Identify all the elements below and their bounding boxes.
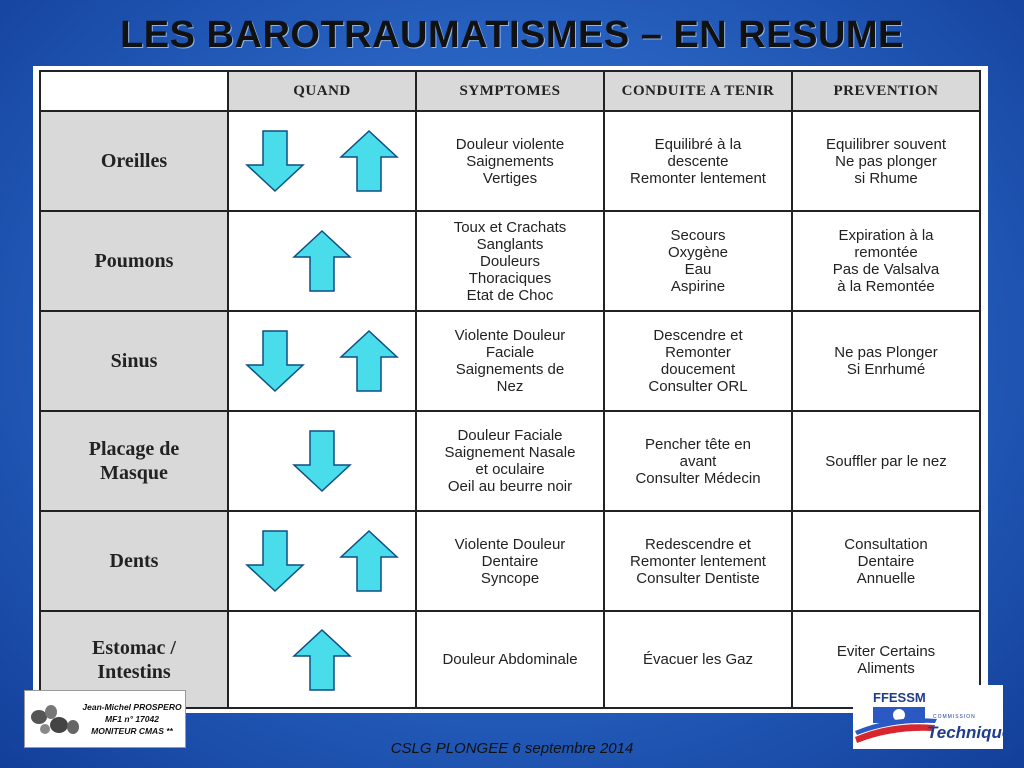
symptomes-line: Douleur Faciale xyxy=(457,427,563,444)
quand-cell xyxy=(228,411,416,511)
conduite-line: Remonter xyxy=(665,344,731,361)
conduite-cell xyxy=(604,111,792,211)
arrow-down-icon xyxy=(245,529,305,593)
table-row xyxy=(40,411,980,511)
symptomes-line: Douleurs xyxy=(479,252,541,270)
table-row xyxy=(40,211,980,311)
arrow-up-icon xyxy=(292,229,352,293)
conduite-line: Eau xyxy=(684,261,712,278)
header-blank-cell xyxy=(40,71,228,111)
symptomes-cell xyxy=(416,111,604,211)
table-row xyxy=(40,111,980,211)
prevention-line: Pas de Valsalva xyxy=(832,261,940,278)
slide-title: LES BAROTRAUMATISMES – EN RESUME xyxy=(120,14,904,56)
prevention-line: si Rhume xyxy=(854,169,918,187)
symptomes-line: Violente Douleur xyxy=(454,327,566,344)
symptomes-line: Vertiges xyxy=(482,169,538,187)
prevention-line: Ne pas plonger xyxy=(835,152,937,170)
conduite-line: Equilibré à la xyxy=(654,135,742,153)
prevention-cell xyxy=(792,211,980,311)
conduite-line: Redescendre et xyxy=(645,535,751,553)
prevention-line: Aliments xyxy=(857,659,915,677)
conduite-cell xyxy=(604,611,792,708)
conduite-line: Aspirine xyxy=(670,278,726,295)
row-header: Dents xyxy=(40,511,228,611)
conduite-line: Consulter Dentiste xyxy=(636,569,760,587)
prevention-line: à la Remontée xyxy=(837,278,935,295)
prevention-line: Ne pas Plonger xyxy=(834,344,938,361)
symptomes-line: Violente Douleur xyxy=(454,535,566,553)
symptomes-line: Douleur Abdominale xyxy=(442,651,578,668)
conduite-line: Descendre et xyxy=(653,327,743,344)
prevention-line: Si Enrhumé xyxy=(846,361,926,378)
footer-text: CSLG PLONGEE 6 septembre 2014 xyxy=(390,740,634,757)
conduite-cell xyxy=(604,511,792,611)
conduite-cell xyxy=(604,411,792,511)
table-row xyxy=(40,511,980,611)
conduite-line: Consulter Médecin xyxy=(635,469,761,487)
symptomes-cell xyxy=(416,511,604,611)
header-quand: QUAND xyxy=(228,71,416,111)
instructor-rank: MONITEUR CMAS ** xyxy=(91,726,173,736)
symptomes-line: Saignements de xyxy=(455,361,565,378)
conduite-line: avant xyxy=(679,452,717,470)
instructor-id: MF1 n° 17042 xyxy=(105,714,159,724)
conduite-line: Remonter lentement xyxy=(630,169,766,187)
arrow-up-icon xyxy=(292,628,352,692)
symptomes-line: Nez xyxy=(496,378,524,395)
symptomes-line: Douleur violente xyxy=(455,135,565,153)
instructor-text xyxy=(79,701,185,737)
barotrauma-table xyxy=(39,70,981,709)
symptomes-line: Saignements xyxy=(466,152,554,170)
conduite-line: Oxygène xyxy=(667,244,729,261)
row-header: Poumons xyxy=(40,211,228,311)
quand-cell xyxy=(228,611,416,708)
table-header-row xyxy=(40,71,980,111)
symptomes-line: Etat de Choc xyxy=(466,286,554,304)
symptomes-line: Oeil au beurre noir xyxy=(447,478,573,495)
arrow-up-icon xyxy=(339,329,399,393)
prevention-cell xyxy=(792,111,980,211)
conduite-line: Pencher tête en xyxy=(645,435,751,453)
symptomes-line: Toux et Crachats xyxy=(453,218,567,236)
symptomes-line: Thoraciques xyxy=(468,269,552,287)
symptomes-line: Syncope xyxy=(480,569,540,587)
conduite-line: descente xyxy=(667,152,729,170)
prevention-cell xyxy=(792,311,980,411)
arrow-up-icon xyxy=(339,529,399,593)
symptomes-cell xyxy=(416,411,604,511)
quand-cell xyxy=(228,511,416,611)
barotrauma-table-container xyxy=(33,66,988,713)
prevention-line: Eviter Certains xyxy=(836,642,936,660)
prevention-cell xyxy=(792,411,980,511)
symptomes-cell xyxy=(416,211,604,311)
prevention-line: remontée xyxy=(854,244,918,261)
header-prevention: PREVENTION xyxy=(792,71,980,111)
arrow-down-icon xyxy=(245,329,305,393)
row-header: Estomac / Intestins xyxy=(40,611,228,708)
prevention-line: Dentaire xyxy=(857,552,915,570)
prevention-line: Equilibrer souvent xyxy=(825,135,947,153)
pebbles-logo-icon xyxy=(29,699,81,743)
symptomes-cell xyxy=(416,311,604,411)
quand-cell xyxy=(228,211,416,311)
logo-commission-text: COMMISSION xyxy=(933,714,976,720)
header-conduite: CONDUITE A TENIR xyxy=(604,71,792,111)
conduite-cell xyxy=(604,311,792,411)
prevention-line: Consultation xyxy=(844,535,928,553)
prevention-line: Annuelle xyxy=(856,569,916,587)
symptomes-cell xyxy=(416,611,604,708)
quand-cell xyxy=(228,311,416,411)
instructor-name: Jean-Michel PROSPERO xyxy=(82,702,182,712)
row-header: Oreilles xyxy=(40,111,228,211)
symptomes-line: Saignement Nasale xyxy=(444,444,576,461)
table-row xyxy=(40,311,980,411)
prevention-line: Souffler par le nez xyxy=(825,452,947,470)
conduite-cell xyxy=(604,211,792,311)
symptomes-line: Sanglants xyxy=(476,235,544,253)
arrow-down-icon xyxy=(292,429,352,493)
quand-cell xyxy=(228,111,416,211)
conduite-line: Secours xyxy=(670,227,726,244)
conduite-line: Remonter lentement xyxy=(630,552,766,570)
arrow-up-icon xyxy=(339,129,399,193)
conduite-line: Évacuer les Gaz xyxy=(642,651,754,668)
symptomes-line: et oculaire xyxy=(475,461,545,478)
header-symptomes: SYMPTOMES xyxy=(416,71,604,111)
prevention-cell xyxy=(792,511,980,611)
ffessm-brand: FFESSM xyxy=(873,690,926,705)
row-header: Sinus xyxy=(40,311,228,411)
prevention-line: Expiration à la xyxy=(838,227,934,244)
logo-technique-text: Technique xyxy=(927,723,1003,742)
conduite-line: Consulter ORL xyxy=(648,378,748,395)
symptomes-line: Faciale xyxy=(485,344,535,361)
arrow-down-icon xyxy=(245,129,305,193)
row-header: Placage de Masque xyxy=(40,411,228,511)
conduite-line: doucement xyxy=(660,361,736,378)
symptomes-line: Dentaire xyxy=(481,552,539,570)
